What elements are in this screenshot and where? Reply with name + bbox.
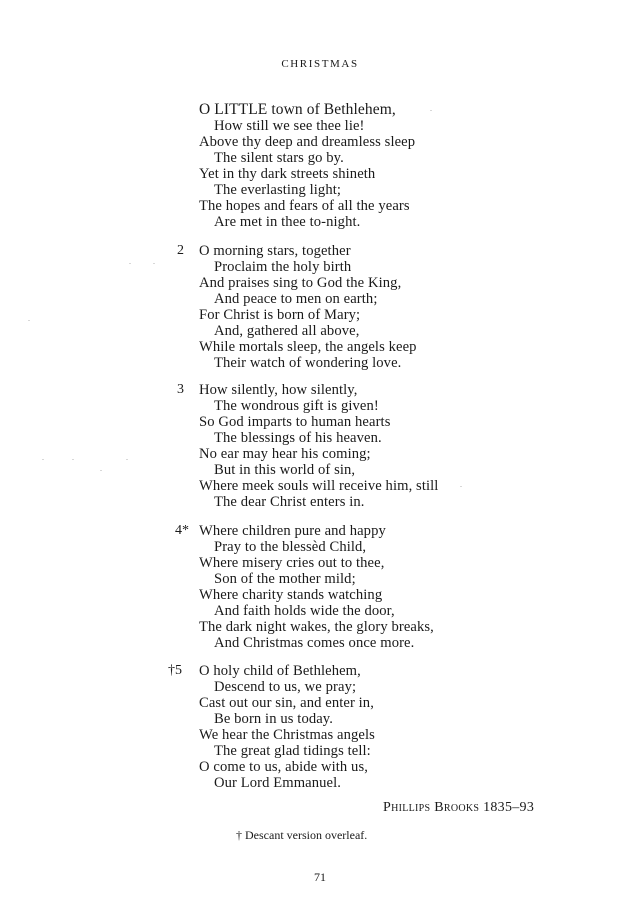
author-attribution <box>383 800 534 816</box>
stanza-line: O morning stars, together <box>199 243 351 259</box>
scan-speck <box>100 470 102 471</box>
stanza-line: Son of the mother mild; <box>214 571 356 587</box>
stanza-line: O come to us, abide with us, <box>199 759 368 775</box>
stanza-line: Where misery cries out to thee, <box>199 555 385 571</box>
stanza-line: So God imparts to human hearts <box>199 414 391 430</box>
running-title: CHRISTMAS <box>281 58 359 70</box>
stanza-line: The silent stars go by. <box>214 150 344 166</box>
scan-speck <box>460 486 462 487</box>
stanza-line: The dear Christ enters in. <box>214 494 365 510</box>
stanza-line: We hear the Christmas angels <box>199 727 375 743</box>
stanza-line: The dark night wakes, the glory breaks, <box>199 619 434 635</box>
opening-line: O LITTLE town of Bethlehem, <box>199 101 396 118</box>
stanza-line: But in this world of sin, <box>214 462 356 478</box>
stanza-line: Where children pure and happy <box>199 523 386 539</box>
page-number: 71 <box>314 870 326 884</box>
stanza-number: †5 <box>168 663 182 678</box>
stanza-line: Cast out our sin, and enter in, <box>199 695 374 711</box>
scan-speck <box>126 459 128 460</box>
stanza-line: The great glad tidings tell: <box>214 743 371 759</box>
stanza-line: Where meek souls will receive him, still <box>199 478 439 494</box>
stanza-line: The hopes and fears of all the years <box>199 198 410 214</box>
author-name: Phillips Brooks <box>383 800 480 815</box>
stanza-line: And faith holds wide the door, <box>214 603 395 619</box>
author-dates: 1835–93 <box>483 800 535 815</box>
stanza-line: And praises sing to God the King, <box>199 275 402 291</box>
stanza-line: Are met in thee to-night. <box>214 214 361 230</box>
stanza-line: Descend to us, we pray; <box>214 679 357 695</box>
footnote: † Descant version overleaf. <box>236 828 368 842</box>
stanza-line: No ear may hear his coming; <box>199 446 371 462</box>
stanza-number: 3 <box>177 382 184 397</box>
stanza-line: How still we see thee lie! <box>214 118 365 134</box>
stanza-line: How silently, how silently, <box>199 382 358 398</box>
scan-speck <box>42 459 44 460</box>
stanza-line: While mortals sleep, the angels keep <box>199 339 417 355</box>
stanza-line: Pray to the blessèd Child, <box>214 539 367 555</box>
stanza-line: And Christmas comes once more. <box>214 635 415 651</box>
stanza-line: And peace to men on earth; <box>214 291 378 307</box>
stanza-line: Where charity stands watching <box>199 587 383 603</box>
stanza-line: The wondrous gift is given! <box>214 398 379 414</box>
stanza-line: Proclaim the holy birth <box>214 259 352 275</box>
scan-speck <box>72 459 74 460</box>
stanza-line: Yet in thy dark streets shineth <box>199 166 376 182</box>
stanza-line: Above thy deep and dreamless sleep <box>199 134 416 150</box>
stanza-line: Their watch of wondering love. <box>214 355 402 371</box>
scan-speck <box>153 263 155 264</box>
stanza-line <box>199 102 396 118</box>
stanza-line: The blessings of his heaven. <box>214 430 382 446</box>
stanza-number: 4* <box>175 523 189 538</box>
stanza-line: The everlasting light; <box>214 182 342 198</box>
scan-speck <box>129 263 131 264</box>
scan-speck <box>28 320 30 321</box>
scan-speck <box>430 110 432 111</box>
stanza-line: Our Lord Emmanuel. <box>214 775 342 791</box>
stanza-number: 2 <box>177 243 184 258</box>
stanza-line: For Christ is born of Mary; <box>199 307 361 323</box>
stanza-line: Be born in us today. <box>214 711 334 727</box>
stanza-line: O holy child of Bethlehem, <box>199 663 361 679</box>
stanza-line: And, gathered all above, <box>214 323 360 339</box>
